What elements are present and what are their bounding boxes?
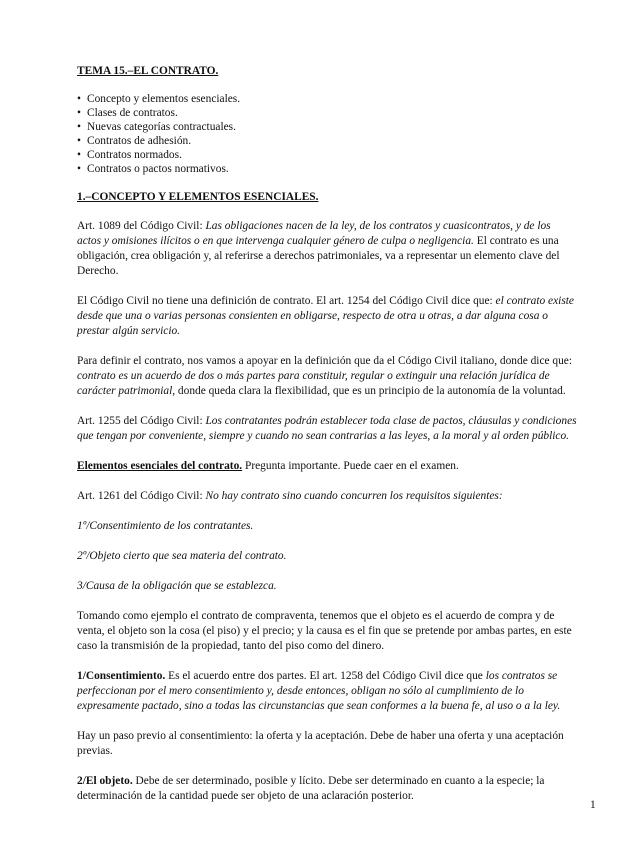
- topic-list: [77, 92, 577, 176]
- paragraph-art-1261: Art. 1261 del Código Civil: No hay contrato sino cuando concurren los requisitos siguientes:: [77, 490, 503, 502]
- list-item: • Contratos normados.: [77, 149, 182, 161]
- requirement-objeto: 2º/Objeto cierto que sea materia del contrato.: [77, 550, 287, 562]
- section-heading: 1.–CONCEPTO Y ELEMENTOS ESENCIALES.: [77, 191, 319, 203]
- bullet-icon: •: [77, 149, 81, 161]
- requirement-consentimiento: 1º/Consentimiento de los contratantes.: [77, 520, 254, 532]
- paragraph-elementos-esenciales: Elementos esenciales del contrato. Pregunta importante. Puede caer en el examen.: [77, 460, 459, 472]
- paragraph-compraventa: Tomando como ejemplo el contrato de compraventa, tenemos que el objeto es el acuerdo de compra y de venta, el objeto son la cosa (el piso) y el precio; y la causa es el fin que se pretende por ambas partes, en este caso la transmisión de la propiedad, tanto del piso como del dinero.: [77, 610, 572, 652]
- bullet-icon: •: [77, 121, 81, 133]
- paragraph-art-1089: Art. 1089 del Código Civil: Las obligaciones nacen de la ley, de los contratos y cuasicontratos, y de los actos y omisiones ilícitos o en que intervenga cualquier género de culpa o negligencia. El contrato es una obligación, crea obligación y, al referirse a derechos patrimoniales, va a representar un elemento clave del Derecho.: [77, 220, 560, 277]
- paragraph-oferta-aceptacion: Hay un paso previo al consentimiento: la oferta y la aceptación. Debe de haber una oferta y una aceptación previas.: [77, 730, 564, 757]
- bullet-icon: •: [77, 93, 81, 105]
- list-item: • Concepto y elementos esenciales.: [77, 93, 241, 105]
- document-title: TEMA 15.–EL CONTRATO.: [77, 65, 219, 77]
- bullet-icon: •: [77, 163, 81, 175]
- page-number: 1: [590, 799, 596, 811]
- paragraph-objeto: 2/El objeto. Debe de ser determinado, posible y lícito. Debe ser determinado en cuanto a la especie; la determinación de la cantidad puede ser objeto de una aclaración posterior.: [77, 775, 545, 802]
- paragraph-codigo-italiano: Para definir el contrato, nos vamos a apoyar en la definición que da el Código Civil italiano, donde dice que: contrato es un acuerdo de dos o más partes para constituir, regular o extinguir una relación jurídica de carácter patrimonial, donde queda clara la flexibilidad, que es un principio de la autonomía de la voluntad.: [77, 355, 573, 397]
- requirement-causa: 3/Causa de la obligación que se establezca.: [77, 580, 277, 592]
- list-item: • Contratos o pactos normativos.: [77, 163, 229, 175]
- bullet-icon: •: [77, 107, 81, 119]
- bullet-icon: •: [77, 135, 81, 147]
- document-page: [77, 64, 577, 819]
- list-item: • Nuevas categorías contractuales.: [77, 121, 236, 133]
- list-item: • Contratos de adhesión.: [77, 135, 192, 147]
- paragraph-consentimiento: 1/Consentimiento. Es el acuerdo entre dos partes. El art. 1258 del Código Civil dice que los contratos se perfeccionan por el mero consentimiento y, desde entonces, obligan no sólo al cumplimiento de lo expresamente pactado, sino a todas las circunstancias que sean conformes a la buena fe, al uso o a la ley.: [77, 670, 561, 712]
- paragraph-art-1254: El Código Civil no tiene una definición de contrato. El art. 1254 del Código Civil dice que: el contrato existe desde que una o varias personas consienten en obligarse, respecto de otra u otras, a dar alguna cosa o prestar algún servicio.: [77, 295, 574, 337]
- list-item: • Clases de contratos.: [77, 107, 178, 119]
- paragraph-art-1255: Art. 1255 del Código Civil: Los contratantes podrán establecer toda clase de pactos, cláusulas y condiciones que tengan por conveniente, siempre y cuando no sean contrarias a las leyes, a la moral y al orden público.: [77, 415, 577, 442]
